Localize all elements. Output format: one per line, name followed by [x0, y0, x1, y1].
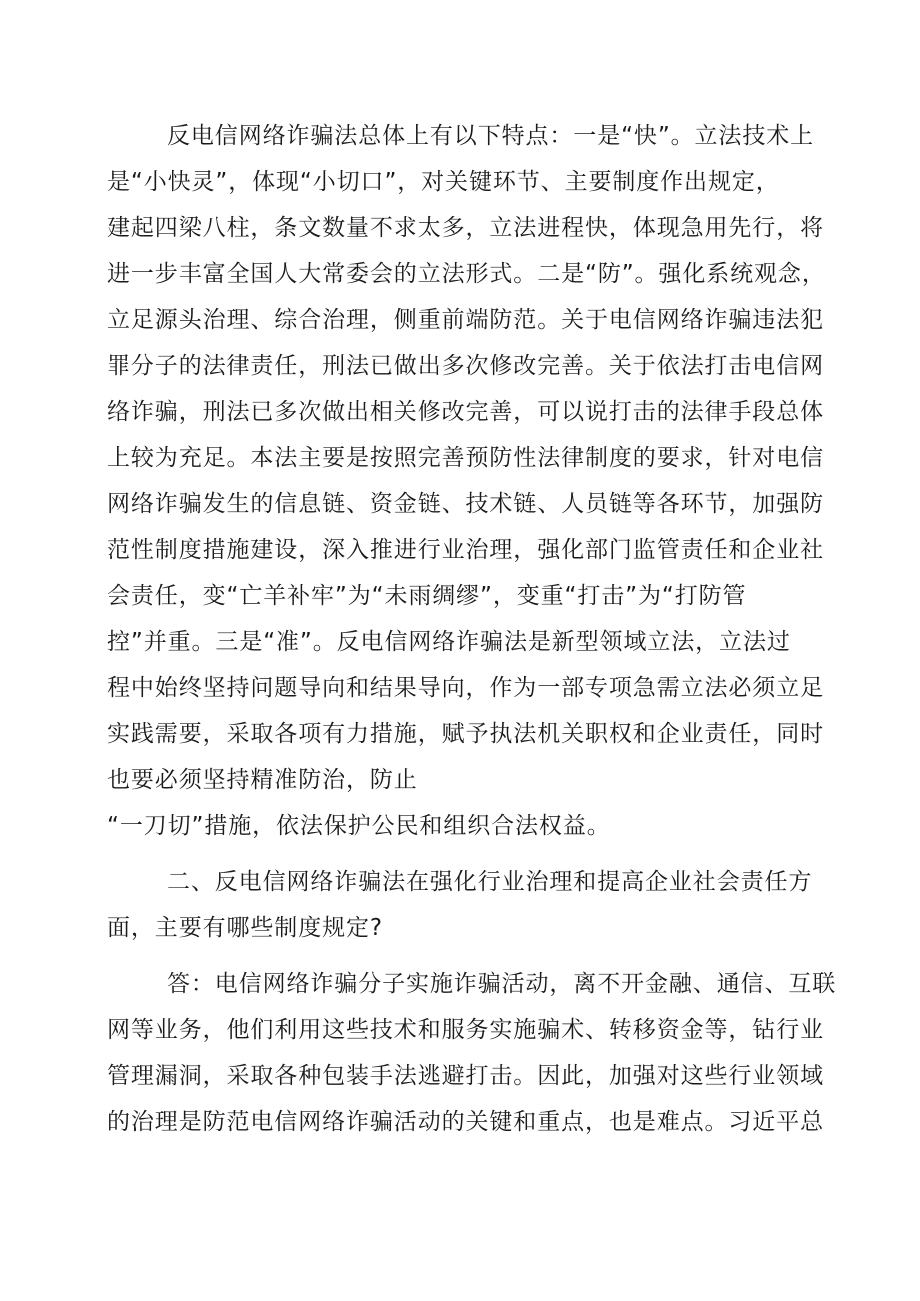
heading-line: 二、反电信网络诈骗法在强化行业治理和提高企业社会责任方 — [167, 869, 813, 895]
document-body — [107, 113, 837, 1145]
text-line: 控”并重。三是“准”。反电信网络诈骗法是新型领域立法，立法过 — [107, 629, 791, 655]
text-line: 网络诈骗发生的信息链、资金链、技术链、人员链等各环节，加强防 — [107, 491, 824, 517]
paragraph-answer — [107, 961, 837, 1145]
text-line: 实践需要，采取各项有力措施，赋予执法机关职权和企业责任，同时 — [107, 721, 824, 747]
text-line: 络诈骗，刑法已多次做出相关修改完善，可以说打击的法律手段总体 — [107, 399, 824, 425]
paragraph-gap — [107, 951, 827, 961]
text-line: 罪分子的法律责任，刑法已做出多次修改完善。关于依法打击电信网 — [107, 353, 824, 379]
text-line: 会责任，变“亡羊补牢”为“未雨绸缪”，变重“打击”为“打防管 — [107, 583, 747, 609]
text-line: 网等业务，他们利用这些技术和服务实施骗术、转移资金等，钻行业 — [107, 1017, 824, 1043]
text-line: 是“小快灵”，体现“小切口”，对关键环节、主要制度作出规定， — [107, 169, 780, 195]
paragraph-gap — [107, 849, 827, 859]
text-line: 上较为充足。本法主要是按照完善预防性法律制度的要求，针对电信 — [107, 445, 824, 471]
text-line: 也要必须坚持精准防治，防止 — [107, 767, 418, 793]
text-line: 范性制度措施建设，深入推进行业治理，强化部门监管责任和企业社 — [107, 537, 824, 563]
text-line: 程中始终坚持问题导向和结果导向，作为一部专项急需立法必须立足 — [107, 675, 824, 701]
text-line: 进一步丰富全国人大常委会的立法形式。二是“防”。强化系统观念， — [107, 261, 826, 287]
text-line: “一刀切”措施，依法保护公民和组织合法权益。 — [107, 813, 611, 839]
text-line: 建起四梁八柱，条文数量不求太多，立法进程快，体现急用先行，将 — [107, 215, 824, 241]
text-line: 立足源头治理、综合治理，侧重前端防范。关于电信网络诈骗违法犯 — [107, 307, 824, 333]
text-line: 管理漏洞，采取各种包装手法逃避打击。因此，加强对这些行业领域 — [107, 1063, 824, 1089]
paragraph-features — [107, 113, 827, 849]
heading-line: 面，主要有哪些制度规定? — [107, 915, 384, 941]
text-line: 的治理是防范电信网络诈骗活动的关键和重点，也是难点。习近平总 — [107, 1109, 824, 1135]
text-line: 反电信网络诈骗法总体上有以下特点：一是“快”。立法技术上 — [167, 123, 815, 149]
text-line: 答：电信网络诈骗分子实施诈骗活动，离不开金融、通信、互联 — [167, 971, 837, 997]
section-heading-2 — [107, 859, 827, 951]
